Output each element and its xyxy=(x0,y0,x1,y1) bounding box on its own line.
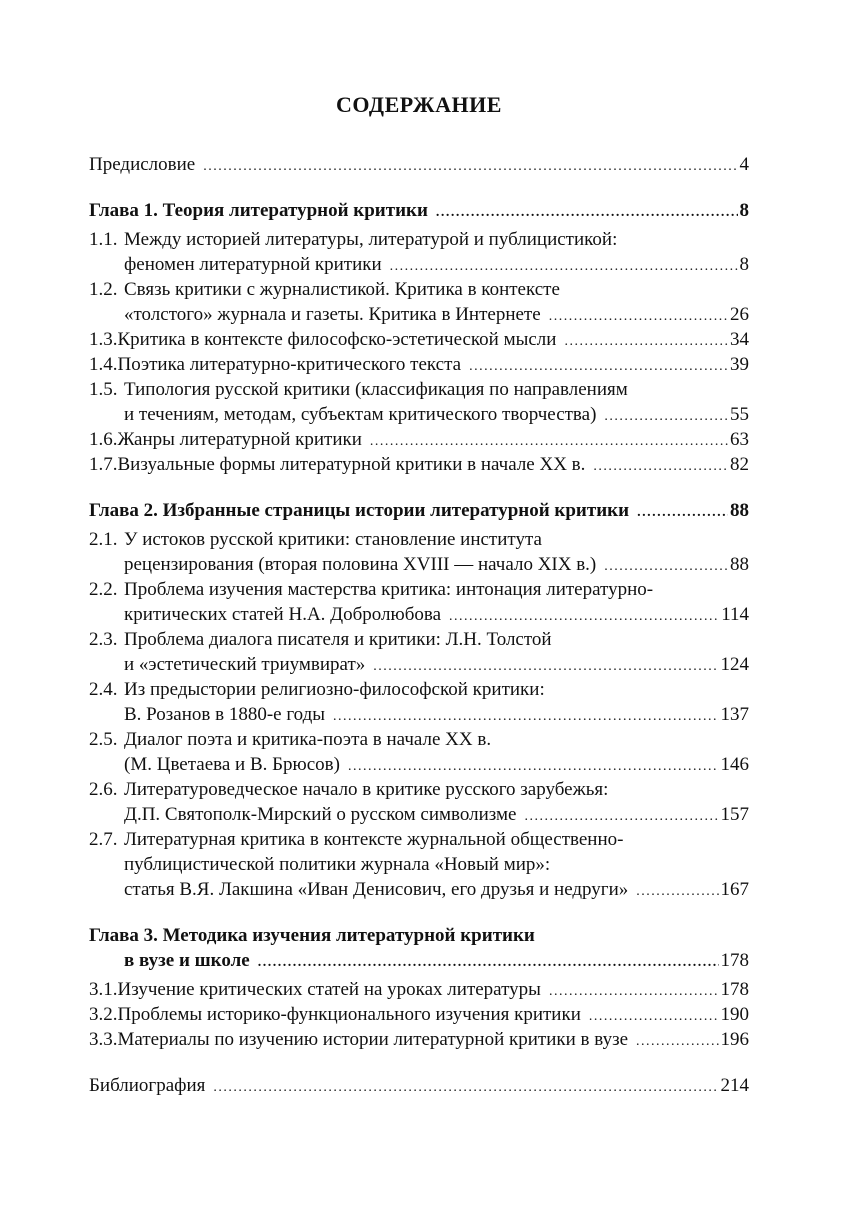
toc-entry-label: Критика в контексте философско-эстетической мысли xyxy=(117,329,557,350)
dot-leader xyxy=(258,950,719,975)
dot-leader xyxy=(370,429,728,454)
toc-entry-2-7[interactable] xyxy=(89,827,749,902)
chapter-title: в вузе и школе xyxy=(124,950,250,971)
toc-entry-label: Предисловие xyxy=(89,154,196,175)
toc-page-number: 214 xyxy=(720,1075,749,1096)
toc-page-number: 167 xyxy=(720,879,749,900)
dot-leader xyxy=(436,200,738,225)
dot-leader xyxy=(636,879,718,904)
table-of-contents xyxy=(89,92,749,1098)
toc-entry-1-6[interactable] xyxy=(89,427,749,452)
toc-entry-1-5[interactable] xyxy=(89,377,749,427)
dot-leader xyxy=(636,1029,718,1054)
dot-leader xyxy=(449,604,719,629)
dot-leader xyxy=(593,454,728,479)
toc-page-number: 4 xyxy=(739,154,749,175)
section-number: 1.1. xyxy=(89,229,118,250)
toc-entry-3-3[interactable] xyxy=(89,1027,749,1052)
toc-entry-label: (М. Цветаева и В. Брюсов) xyxy=(124,754,340,775)
toc-entry-label: и «эстетический триумвират» xyxy=(124,654,366,675)
toc-page-number: 8 xyxy=(739,200,749,221)
chapter-title: Глава 1. Теория литературной критики xyxy=(89,200,428,221)
toc-entry-label: Проблемы историко-функционального изучения критики xyxy=(117,1004,581,1025)
toc-entry-label: Между историей литературы, литературой и публицистикой: xyxy=(124,229,618,250)
chapter-title: Глава 3. Методика изучения литературной критики xyxy=(89,925,535,946)
toc-entry-label: Изучение критических статей на уроках литературы xyxy=(117,979,541,1000)
toc-page-number: 124 xyxy=(720,654,749,675)
toc-entry-2-2[interactable] xyxy=(89,577,749,627)
toc-page-number: 137 xyxy=(720,704,749,725)
toc-entry-label: Литературоведческое начало в критике русского зарубежья: xyxy=(124,779,609,800)
toc-entry-label: Д.П. Святополк-Мирский о русском символизме xyxy=(124,804,517,825)
dot-leader xyxy=(525,804,719,829)
dot-leader xyxy=(604,404,728,429)
dot-leader xyxy=(589,1004,719,1029)
toc-page-number: 63 xyxy=(730,429,749,450)
toc-page-number: 190 xyxy=(720,1004,749,1025)
toc-chapter-1[interactable] xyxy=(89,198,749,223)
section-number: 2.3. xyxy=(89,629,118,650)
toc-entry-label: Поэтика литературно-критического текста xyxy=(117,354,462,375)
toc-entry-1-4[interactable] xyxy=(89,352,749,377)
dot-leader xyxy=(333,704,718,729)
section-number: 1.3. xyxy=(89,329,118,350)
toc-entry-label: Связь критики с журналистикой. Критика в контексте xyxy=(124,279,560,300)
toc-entry-bibliography[interactable] xyxy=(89,1073,749,1098)
toc-entry-label: Литературная критика в контексте журнальной общественно- xyxy=(124,829,624,850)
toc-entry-1-7[interactable] xyxy=(89,452,749,477)
dot-leader xyxy=(373,654,718,679)
dot-leader xyxy=(203,154,737,179)
toc-entry-label: феномен литературной критики xyxy=(124,254,382,275)
toc-page-number: 55 xyxy=(730,404,749,425)
toc-entry-label: рецензирования (вторая половина XVIII — начало XIX в.) xyxy=(124,554,597,575)
toc-entry-1-3[interactable] xyxy=(89,327,749,352)
dot-leader xyxy=(637,500,728,525)
toc-chapter-3[interactable] xyxy=(89,923,749,973)
toc-page-number: 88 xyxy=(730,554,749,575)
toc-entry-2-6[interactable] xyxy=(89,777,749,827)
section-number: 2.4. xyxy=(89,679,118,700)
toc-page-number: 39 xyxy=(730,354,749,375)
toc-entry-label: Типология русской критики (классификация по направлениям xyxy=(124,379,628,400)
toc-entry-label: Из предыстории религиозно-философской критики: xyxy=(124,679,545,700)
page-title: СОДЕРЖАНИЕ xyxy=(336,92,502,117)
section-number: 2.6. xyxy=(89,779,118,800)
section-number: 1.5. xyxy=(89,379,118,400)
toc-entry-label: публицистической политики журнала «Новый мир»: xyxy=(124,854,551,875)
toc-entry-label: Диалог поэта и критика-поэта в начале XX в. xyxy=(124,729,492,750)
section-number: 2.5. xyxy=(89,729,118,750)
toc-page-number: 26 xyxy=(730,304,749,325)
toc-entry-2-4[interactable] xyxy=(89,677,749,727)
dot-leader xyxy=(348,754,719,779)
toc-chapter-2[interactable] xyxy=(89,498,749,523)
toc-page-number: 178 xyxy=(720,979,749,1000)
section-number: 3.1. xyxy=(89,979,118,1000)
toc-entry-2-3[interactable] xyxy=(89,627,749,677)
toc-entry-label: Проблема диалога писателя и критики: Л.Н. Толстой xyxy=(124,629,552,650)
toc-entry-label: Проблема изучения мастерства критика: интонация литературно- xyxy=(124,579,654,600)
toc-entry-3-2[interactable] xyxy=(89,1002,749,1027)
toc-page-number: 114 xyxy=(721,604,749,625)
toc-entry-label: Материалы по изучению истории литературной критики в вузе xyxy=(117,1029,629,1050)
toc-page-number: 196 xyxy=(720,1029,749,1050)
toc-entry-label: У истоков русской критики: становление института xyxy=(124,529,542,550)
dot-leader xyxy=(549,979,719,1004)
section-number: 2.2. xyxy=(89,579,118,600)
toc-entry-1-1[interactable] xyxy=(89,227,749,277)
toc-entry-preface[interactable] xyxy=(89,152,749,177)
section-number: 3.2. xyxy=(89,1004,118,1025)
section-number: 1.6. xyxy=(89,429,118,450)
section-number: 1.2. xyxy=(89,279,118,300)
toc-entry-label: «толстого» журнала и газеты. Критика в Интернете xyxy=(124,304,541,325)
toc-entry-label: В. Розанов в 1880-е годы xyxy=(124,704,326,725)
toc-entry-label: и течениям, методам, субъектам критического творчества) xyxy=(124,404,597,425)
toc-page-number: 157 xyxy=(720,804,749,825)
toc-entry-label: критических статей Н.А. Добролюбова xyxy=(124,604,442,625)
toc-page-number: 146 xyxy=(720,754,749,775)
toc-entry-label: Библиография xyxy=(89,1075,206,1096)
toc-page-number: 34 xyxy=(730,329,749,350)
toc-entry-2-1[interactable] xyxy=(89,527,749,577)
dot-leader xyxy=(549,304,728,329)
dot-leader xyxy=(213,1075,718,1100)
dot-leader xyxy=(390,254,738,279)
toc-page-number: 178 xyxy=(720,950,749,971)
chapter-title: Глава 2. Избранные страницы истории литературной критики xyxy=(89,500,630,521)
toc-page-number: 88 xyxy=(730,500,749,521)
toc-entry-3-1[interactable] xyxy=(89,977,749,1002)
toc-entry-1-2[interactable] xyxy=(89,277,749,327)
dot-leader xyxy=(604,554,728,579)
section-number: 2.1. xyxy=(89,529,118,550)
toc-page-number: 82 xyxy=(730,454,749,475)
section-number: 1.7. xyxy=(89,454,118,475)
toc-entry-label: Визуальные формы литературной критики в начале XX в. xyxy=(117,454,586,475)
section-number: 1.4. xyxy=(89,354,118,375)
toc-entry-2-5[interactable] xyxy=(89,727,749,777)
section-number: 2.7. xyxy=(89,829,118,850)
dot-leader xyxy=(469,354,728,379)
section-number: 3.3. xyxy=(89,1029,118,1050)
toc-entry-label: статья В.Я. Лакшина «Иван Денисович, его друзья и недруги» xyxy=(124,879,629,900)
toc-page-number: 8 xyxy=(739,254,749,275)
dot-leader xyxy=(564,329,728,354)
toc-entry-label: Жанры литературной критики xyxy=(117,429,362,450)
